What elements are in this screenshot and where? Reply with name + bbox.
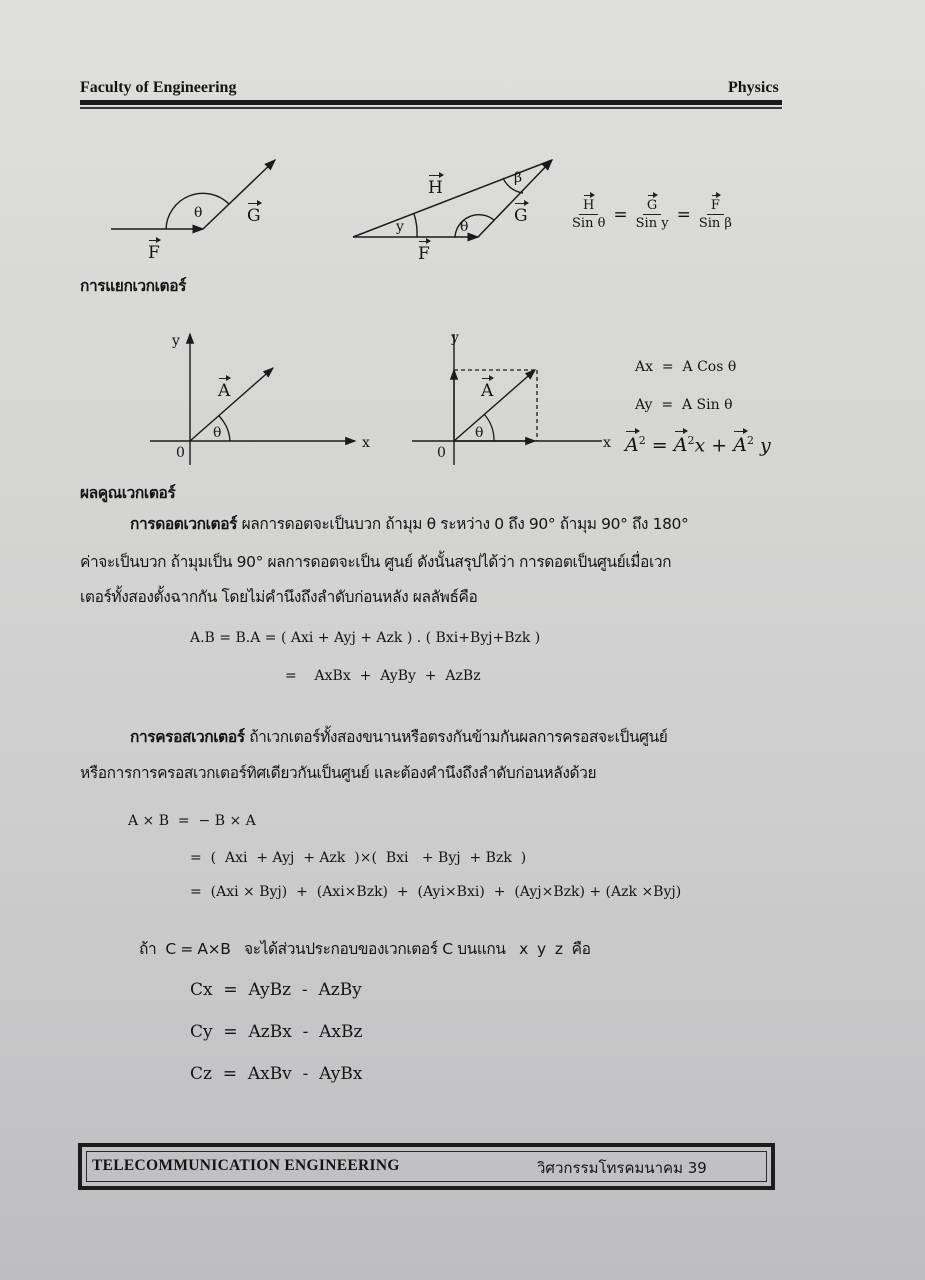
- equation-cz: Cz = AxBv - AyBx: [190, 1064, 363, 1084]
- footer-right-text: วิศวกรรมโทรคมนาคม 39: [537, 1159, 707, 1177]
- equation-cy: Cy = AzBx - AxBz: [190, 1022, 363, 1042]
- header-rule-thin: [80, 107, 782, 109]
- cross-product-equation-2: = ( Axi + Ayj + Azk )×( Bxi + Byj + Bzk ): [190, 850, 527, 866]
- axis-y-label: y: [172, 333, 180, 349]
- fraction-g-sin-gamma: $\frac{G}{\text{Sin y}}$: [635, 198, 669, 231]
- header-left-title: Faculty of Engineering: [80, 79, 237, 96]
- angle-theta-label: θ: [194, 205, 203, 221]
- cross-product-components-intro: ถ้า C = A×B จะได้ส่วนประกอบของเวกเตอร์ C บนแกน x y z คือ: [139, 940, 591, 958]
- dot-product-line-2: ค่าจะเป็นบวก ถ้ามุมเป็น 90° ผลการดอตจะเป็น ศูนย์ ดังนั้นสรุปได้ว่า การดอตเป็นศูนย์เมื่อเวก: [80, 553, 672, 571]
- equation-ax: Ax = A Cos θ: [635, 359, 737, 375]
- header-right-title: Physics: [728, 79, 779, 96]
- vector-g-label-2: G: [514, 206, 528, 226]
- fraction-h-sin-theta: $\frac{H}{\text{Sin θ}}$: [572, 198, 606, 231]
- equation-cx: Cx = AyBz - AzBy: [190, 980, 362, 1000]
- axis-x-label: x: [362, 435, 370, 451]
- vector-f-label-2: F: [418, 244, 430, 264]
- section-heading-vector-product: ผลคูณเวกเตอร์: [80, 484, 176, 502]
- cross-product-equation-1: A × B = − B × A: [128, 813, 256, 829]
- cross-product-line-1: การครอสเวกเตอร์ ถ้าเวกเตอร์ทั้งสองขนานหรือตรงกันข้ามกันผลการครอสจะเป็นศูนย์: [130, 728, 668, 746]
- vector-a-label: A: [218, 381, 231, 401]
- fraction-f-sin-beta: $\frac{F}{\text{Sin β}}$: [698, 198, 732, 231]
- vector-g-label: G: [247, 206, 261, 226]
- equation-magnitude: $A^2 = A^2x + A^2$ y: [625, 434, 771, 457]
- origin-label-2: 0: [437, 445, 446, 461]
- cross-product-line-2: หรือการการครอสเวกเตอร์ทิศเดียวกันเป็นศูนย์ และต้องคำนึงถึงลำดับก่อนหลังด้วย: [80, 764, 597, 782]
- term-dot-product: การดอตเวกเตอร์: [130, 515, 238, 533]
- vector-h-label: H: [428, 178, 443, 198]
- angle-gamma-label: y: [396, 219, 404, 235]
- equation-ay: Ay = A Sin θ: [635, 397, 733, 413]
- figure-vector-triangle: [345, 150, 565, 250]
- section-heading-vector-resolution: การแยกเวกเตอร์: [80, 277, 187, 295]
- angle-theta-label-2: θ: [460, 219, 469, 235]
- header-rule: [80, 100, 782, 105]
- dot-product-line-3: เตอร์ทั้งสองตั้งฉากกัน โดยไม่คำนึงถึงลำดับก่อนหลัง ผลลัพธ์คือ: [80, 588, 478, 606]
- term-cross-product: การครอสเวกเตอร์: [130, 728, 245, 746]
- axis-y-label-2: y: [451, 330, 459, 346]
- dot-product-equation-1: A.B = B.A = ( Axi + Ayj + Azk ) . ( Bxi+Byj+Bzk ): [190, 630, 541, 646]
- cross-product-equation-3: = (Axi × Byj) + (Axi×Bzk) + (Ayi×Bxi) + (Ayj×Bzk) + (Azk ×Byj): [190, 884, 682, 900]
- sine-rule-equation: $\frac{H}{\text{Sin θ}}$ = $\frac{G}{\text{Sin y}}$ = $\frac{F}{\text{Sin β}}$: [572, 198, 732, 231]
- dot-product-equation-2: = AxBx + AyBy + AzBz: [285, 668, 481, 684]
- origin-label: 0: [176, 445, 185, 461]
- dot-product-line-1: การดอตเวกเตอร์ ผลการดอตจะเป็นบวก ถ้ามุม θ ระหว่าง 0 ถึง 90° ถ้ามุม 90° ถึง 180°: [130, 515, 689, 533]
- footer-left-text: TELECOMMUNICATION ENGINEERING: [92, 1157, 400, 1174]
- angle-beta-label: β: [514, 170, 523, 186]
- vector-f-label: F: [148, 243, 160, 263]
- angle-theta-label-3: θ: [213, 425, 222, 441]
- axis-x-label-2: x: [603, 435, 611, 451]
- angle-theta-label-4: θ: [475, 425, 484, 441]
- vector-a-label-2: A: [481, 381, 494, 401]
